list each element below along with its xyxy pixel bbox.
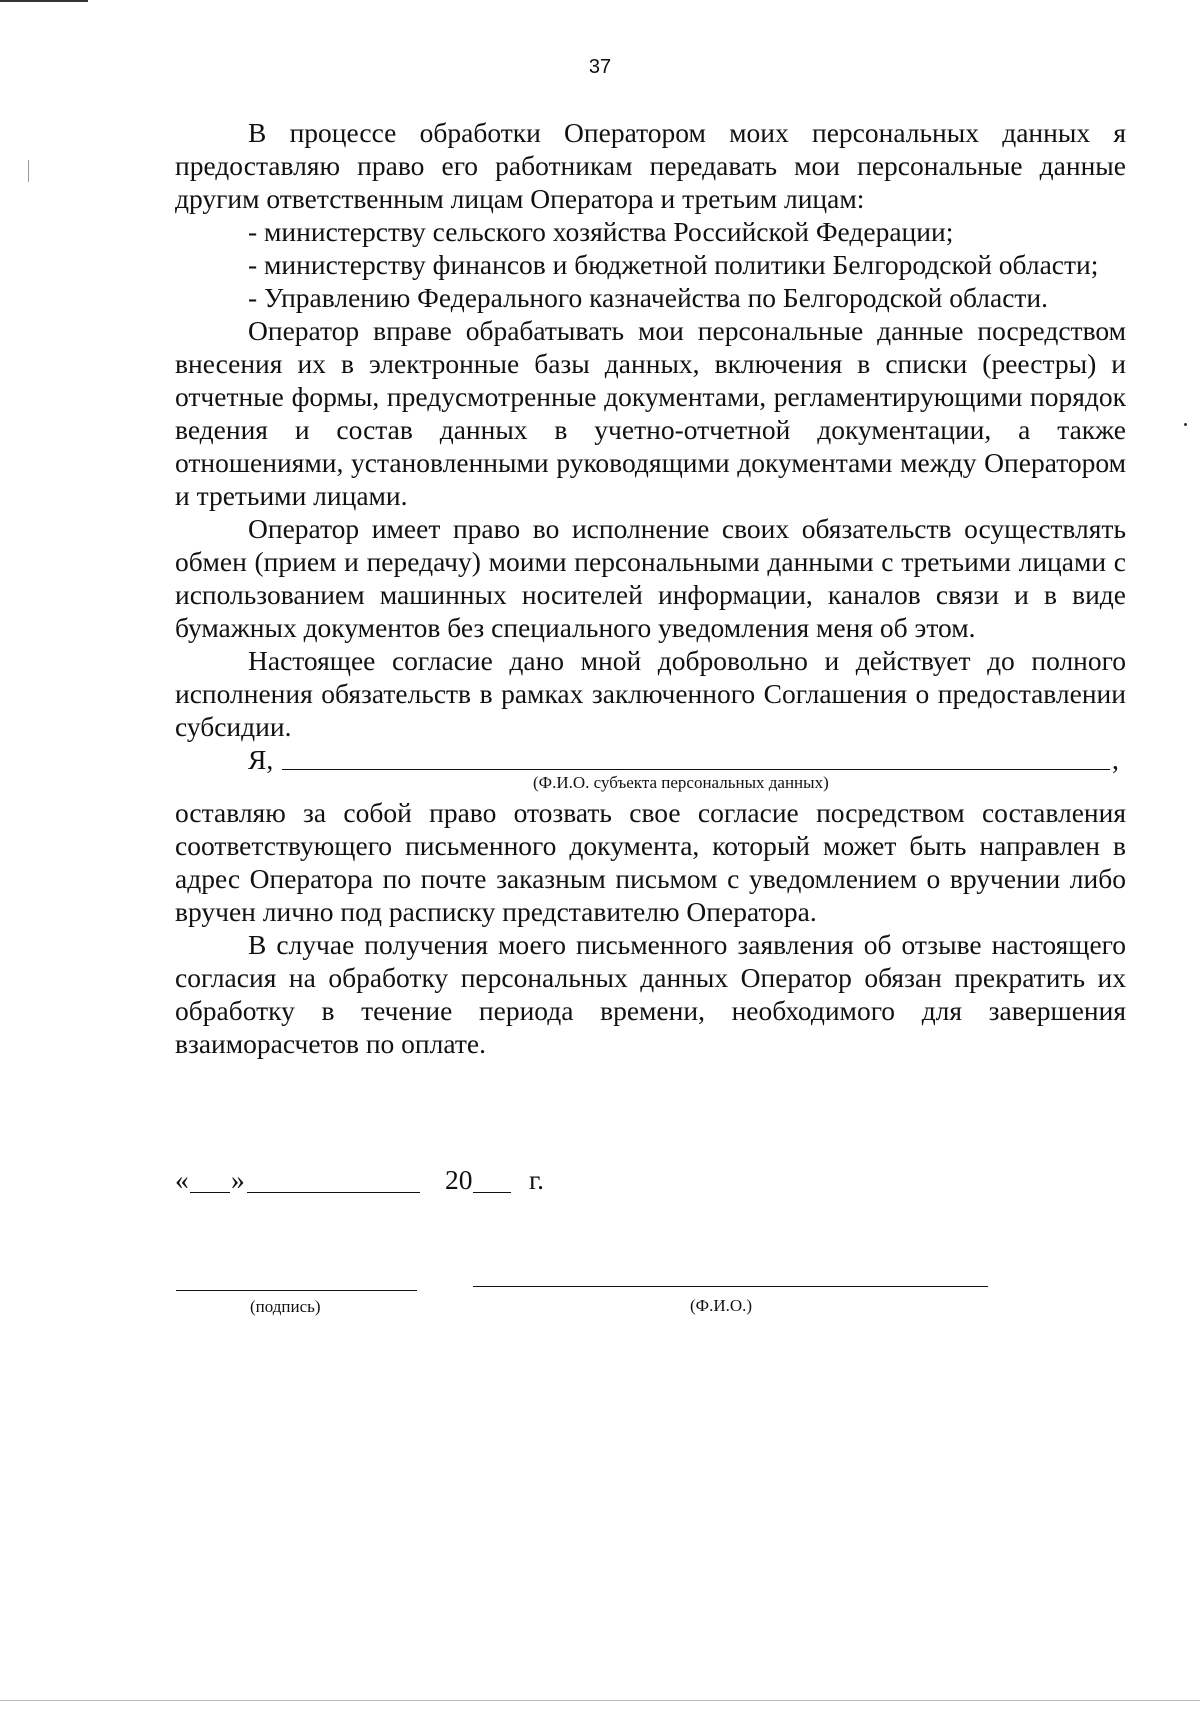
subject-name-line [175,743,1126,776]
scan-artifact-bottom [0,1700,1200,1701]
page-number: 37 [588,56,612,78]
scan-artifact-top [0,0,88,2]
date-open-quote: « [175,1164,189,1195]
paragraph-data-exchange: Оператор имеет право во исполнение своих обязательств осуществлять обмен (прием и передачу) моими персональными данными с третьими лицами с использованием машинных носителей информации, каналов связи и в виде бумажных документов без специального уведомления меня об этом. [175,513,1126,643]
paragraph-revocation-effect: В случае получения моего письменного заявления об отзыве настоящего согласия на обработку персональных данных Оператор обязан прекратить их обработку в течение периода времени, необходимого для завершения взаиморасчетов по оплате. [175,929,1126,1059]
paragraph-processing-consent: В процессе обработки Оператором моих персональных данных я предоставляю право его работникам передавать мои персональные данные другим ответственным лицам Оператора и третьим лицам: [175,117,1126,214]
subject-name-blank[interactable] [282,769,1110,770]
list-item-ministry-agriculture: - министерству сельского хозяйства Российской Федерации; [248,216,954,247]
year-prefix: 20 [445,1164,473,1195]
fio-caption: (Ф.И.О.) [690,1296,753,1315]
signature-blank[interactable] [176,1290,417,1291]
paragraph-operator-rights: Оператор вправе обрабатывать мои персональные данные посредством внесения их в электронные базы данных, включения в списки (реестры) и отчетные формы, предусмотренные документами, регламентирующими порядок ведения и состав данных в учетно-отчетной документации, а также отношениями, установленными руководящими документами между Оператором и третьими лицами. [175,315,1126,511]
list-item-ministry-finance: - министерству финансов и бюджетной политики Белгородской области; [248,249,1099,280]
year-blank[interactable] [473,1192,511,1193]
fio-blank[interactable] [473,1286,988,1287]
day-blank[interactable] [190,1192,230,1193]
paragraph-revoke-right: оставляю за собой право отозвать свое согласие посредством составления соответствующего письменного документа, который может быть направлен в адрес Оператора по почте заказным письмом с уведомлением о вручении либо вручен лично под расписку представителю Оператора. [175,797,1126,927]
signature-caption: (подпись) [250,1297,321,1316]
ya-comma: , [1112,744,1119,775]
ya-label: Я, [248,744,274,775]
scan-artifact-left-edge [28,160,29,182]
list-item-treasury: - Управлению Федерального казначейства по Белгородской области. [248,282,1049,313]
year-suffix: г. [529,1164,545,1195]
document-body [175,116,1126,1060]
subject-name-caption: (Ф.И.О. субъекта персональных данных) [533,773,829,792]
scan-artifact-dot [1184,423,1187,426]
date-line [175,1163,675,1196]
paragraph-consent-term: Настоящее согласие дано мной добровольно и действует до полного исполнения обязательств в рамках заключенного Соглашения о предоставлении субсидии. [175,645,1126,742]
month-blank[interactable] [247,1192,420,1193]
date-close-quote: » [231,1164,245,1195]
subject-name-caption-row [175,773,1126,796]
